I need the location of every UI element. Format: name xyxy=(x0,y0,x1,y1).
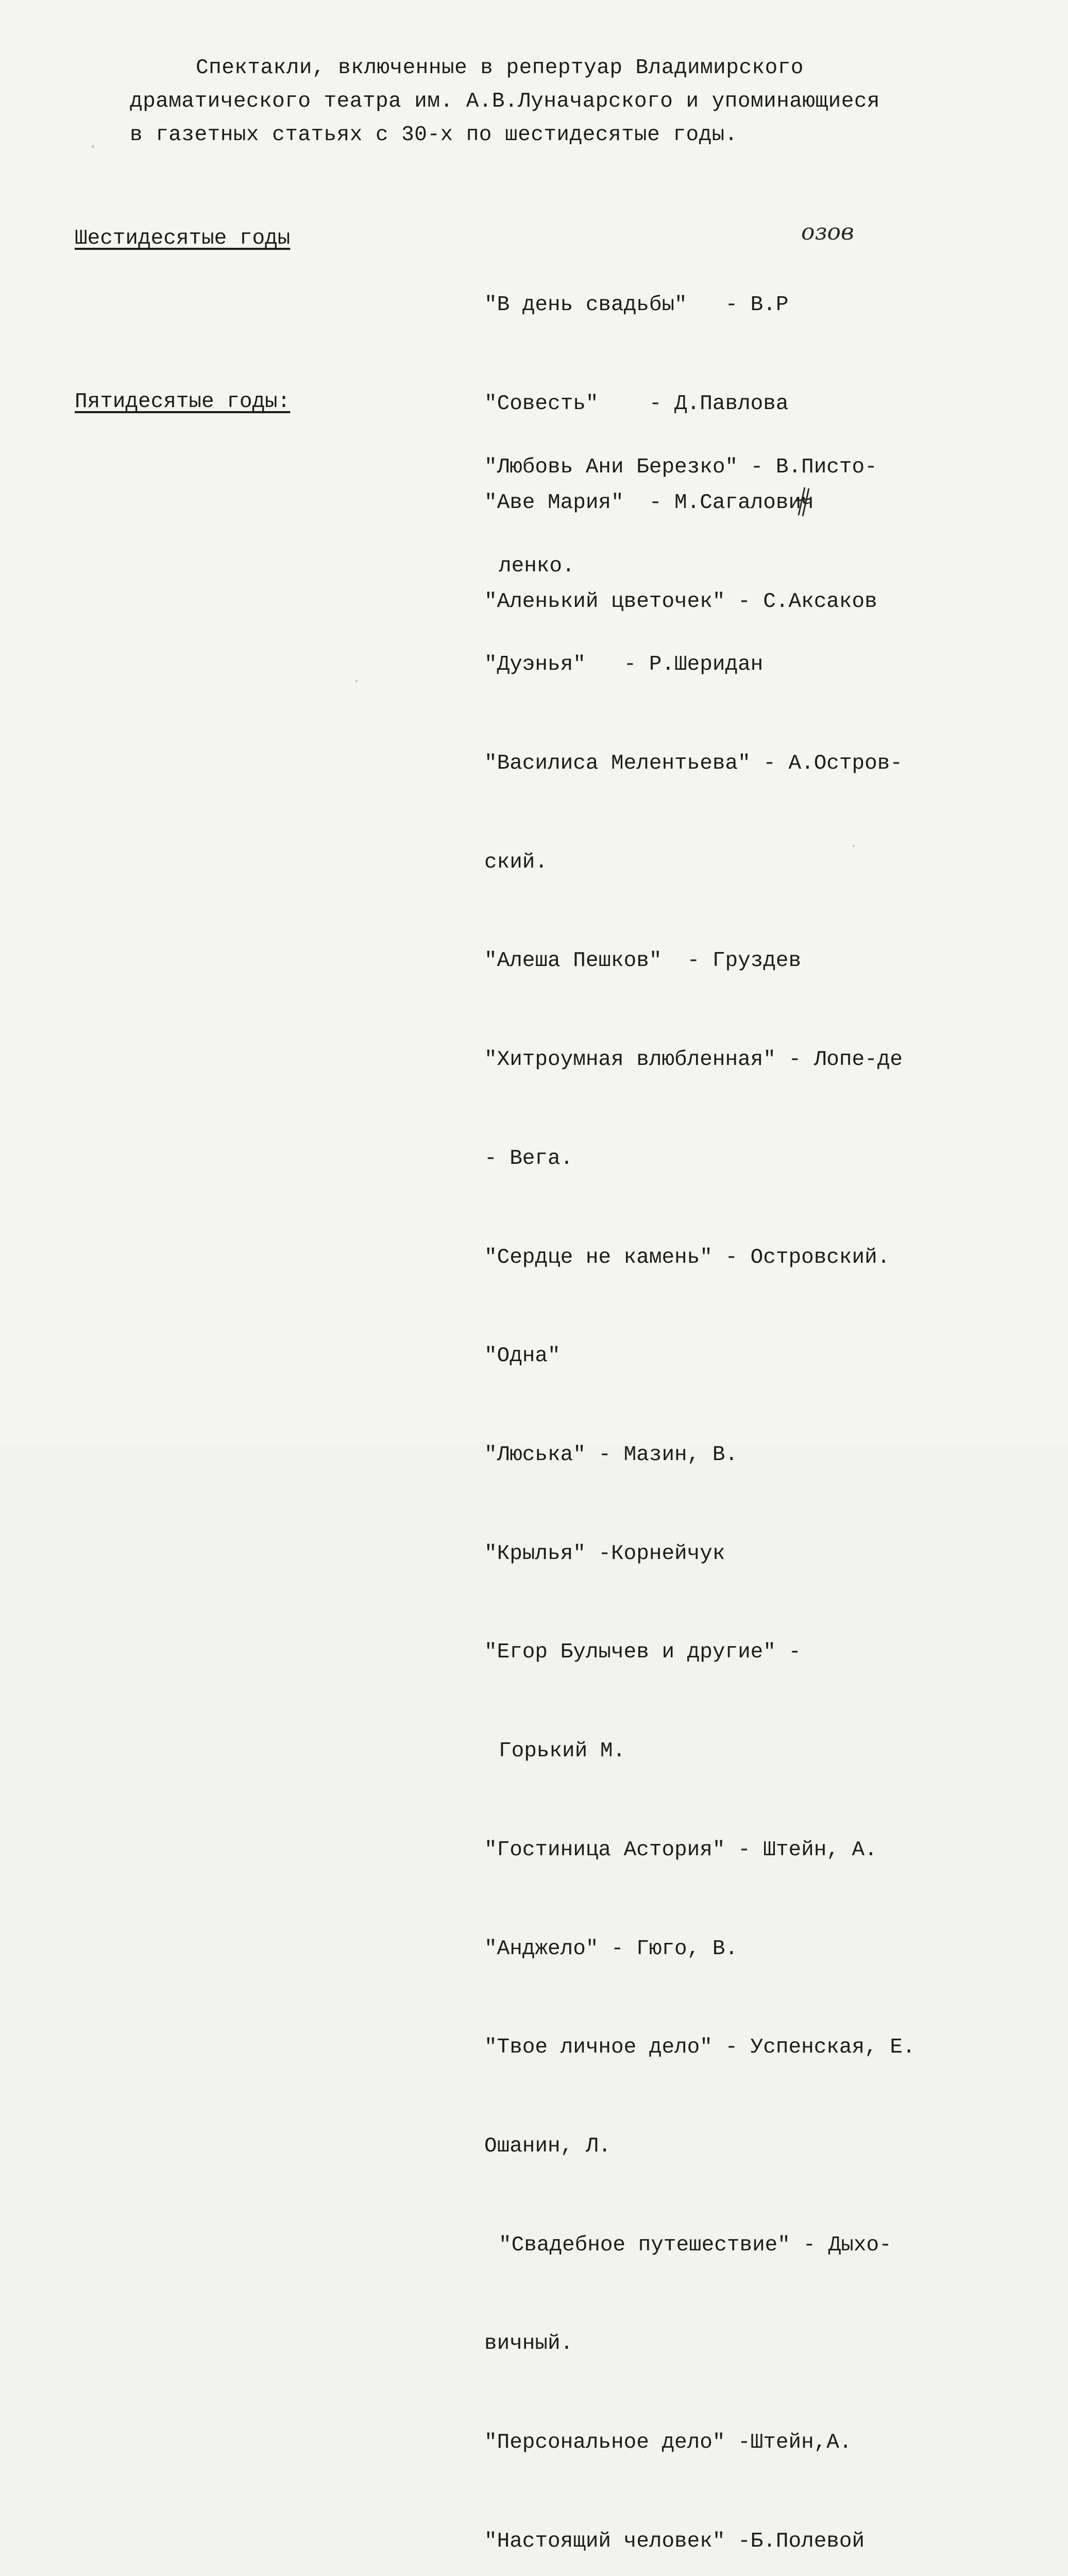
list-item: "Аленький цветочек" - С.Аксаков xyxy=(484,590,877,614)
list-item: "Хитроумная влюбленная" - Лопе-де xyxy=(484,1048,903,1072)
list-item: "Твое личное дело" - Успенская, Е. xyxy=(484,2036,916,2060)
list-item: "Одна" xyxy=(484,1344,561,1368)
handwritten-correction: озов xyxy=(801,219,854,245)
list-item: "Свадебное путешествие" - Дыхо- xyxy=(499,2233,892,2257)
handwritten-strike-mark xyxy=(793,485,812,517)
section-label-sixties: Шестидесятые годы xyxy=(75,227,291,250)
play-list-fifties xyxy=(484,385,917,2576)
list-item: вичный. xyxy=(484,2332,573,2356)
heading-line: в газетных статьях с 30-х по шестидесятые годы. xyxy=(130,123,738,147)
list-item: "Люська" - Мазин, В. xyxy=(484,1443,738,1467)
list-item: "Василиса Мелентьева" - А.Остров- xyxy=(484,751,903,775)
paper-speck xyxy=(92,145,94,148)
heading-line: Спектакли, включенные в репертуар Владимирского xyxy=(196,56,804,80)
list-item: "Аве Мария" - М.Сагалович xyxy=(484,491,814,515)
list-item: "Алеша Пешков" - Груздев xyxy=(484,949,802,973)
list-item: "Дуэнья" - Р.Шеридан xyxy=(484,653,764,677)
list-item: Ошанин, Л. xyxy=(484,2134,612,2159)
list-item: "В день свадьбы" - В.Р xyxy=(484,293,789,317)
list-item: Горький М. xyxy=(499,1739,626,1764)
list-item: "Настоящий человек" -Б.Полевой xyxy=(484,2529,865,2553)
list-item: ленко. xyxy=(499,554,575,578)
section-label-fifties: Пятидесятые годы: xyxy=(75,390,291,414)
list-item: "Совесть" - Д.Павлова xyxy=(484,392,789,416)
heading-line: драматического театра им. А.В.Луначарского и упоминающиеся xyxy=(130,90,880,113)
list-item: "Персональное дело" -Штейн,А. xyxy=(484,2431,852,2455)
list-item: ский. xyxy=(484,850,548,874)
list-item: "Крылья" -Корнейчук xyxy=(484,1541,725,1566)
list-item: "Анджело" - Гюго, В. xyxy=(484,1937,738,1961)
list-item: "Гостиница Астория" - Штейн, А. xyxy=(484,1838,877,1862)
list-item: - Вега. xyxy=(484,1146,573,1171)
list-item: "Любовь Ани Березко" - В.Писто- xyxy=(484,455,877,479)
list-item: "Сердце не камень" - Островский. xyxy=(484,1245,890,1269)
paper-speck xyxy=(355,680,358,682)
list-item: "Егор Булычев и другие" - xyxy=(484,1640,802,1665)
